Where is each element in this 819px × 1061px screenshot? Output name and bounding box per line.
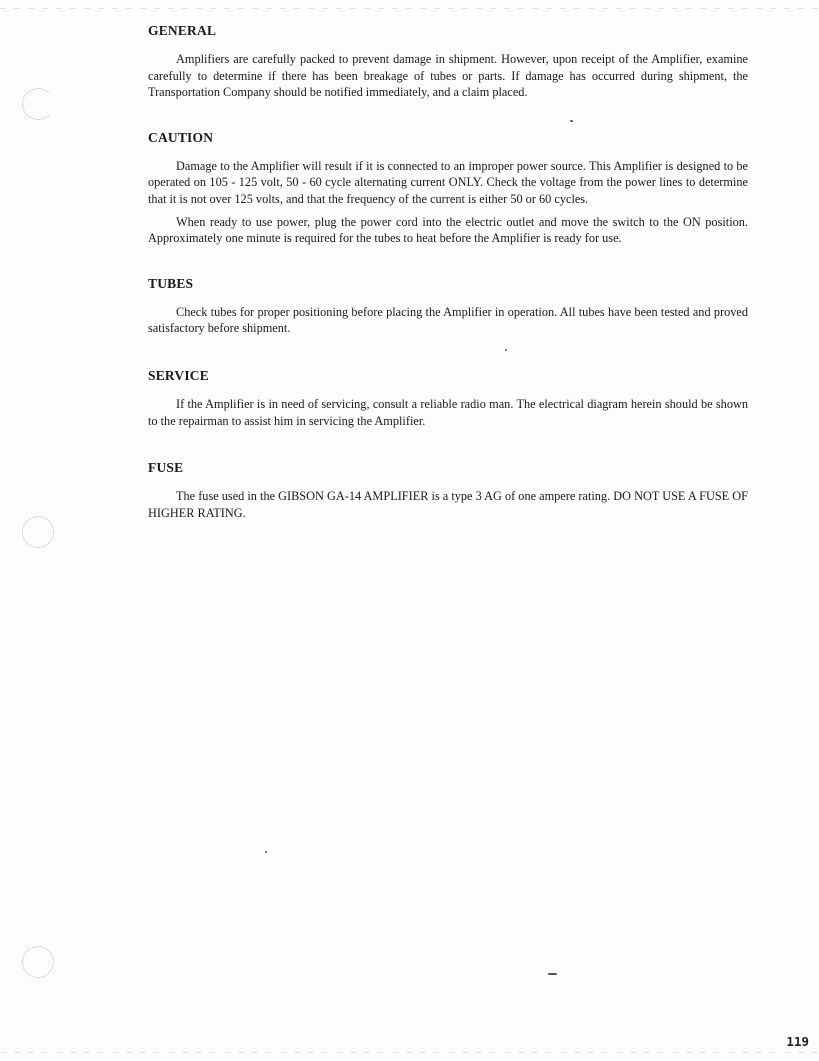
manual-body	[148, 22, 748, 527]
paragraph: If the Amplifier is in need of servicing, consult a reliable radio man. The electrical diagram herein should be shown to the repairman to assist him in servicing the Amplifier.	[148, 396, 748, 428]
paragraph: When ready to use power, plug the power cord into the electric outlet and move the switch to the ON position. Approximately one minute is required for the tubes to heat before the Amplifier is ready for use.	[148, 214, 748, 246]
paragraph: The fuse used in the GIBSON GA-14 AMPLIFIER is a type 3 AG of one ampere rating. DO NOT USE A FUSE OF HIGHER RATING.	[148, 489, 748, 520]
scan-speck	[265, 851, 267, 853]
section-tubes	[148, 275, 748, 337]
scan-artifact	[0, 8, 819, 9]
section-caution	[148, 129, 748, 247]
punch-hole-mark	[22, 516, 54, 548]
page-number: 119	[786, 1034, 809, 1049]
scan-artifact	[0, 1052, 819, 1053]
paragraph: Check tubes for proper positioning before placing the Amplifier in operation. All tubes have been tested and proved satisfactory before shipment.	[148, 304, 748, 336]
paragraph: Damage to the Amplifier will result if it is connected to an improper power source. This Amplifier is designed to be operated on 105 - 125 volt, 50 - 60 cycle alternating current ONLY. Check the voltage from the power lines to determine that it is not over 125 volts, and that the frequency of the current is either 50 or 60 cycles.	[148, 158, 748, 206]
section-heading: TUBES	[148, 275, 194, 291]
section-fuse	[148, 459, 748, 521]
section-general	[148, 22, 748, 101]
punch-hole-mark	[22, 88, 54, 120]
punch-hole-mark	[22, 946, 54, 978]
paragraph: Amplifiers are carefully packed to prevent damage in shipment. However, upon receipt of the Amplifier, examine carefully to determine if there has been breakage of tubes or parts. If damage has occurred during shipment, the Transportation Company should be notified immediately, and a claim placed.	[148, 52, 748, 100]
section-heading: GENERAL	[148, 23, 217, 38]
scan-speck	[548, 973, 557, 975]
section-service	[148, 367, 748, 429]
section-heading: FUSE	[148, 460, 184, 476]
section-heading: CAUTION	[148, 129, 214, 145]
section-heading: SERVICE	[148, 367, 209, 383]
